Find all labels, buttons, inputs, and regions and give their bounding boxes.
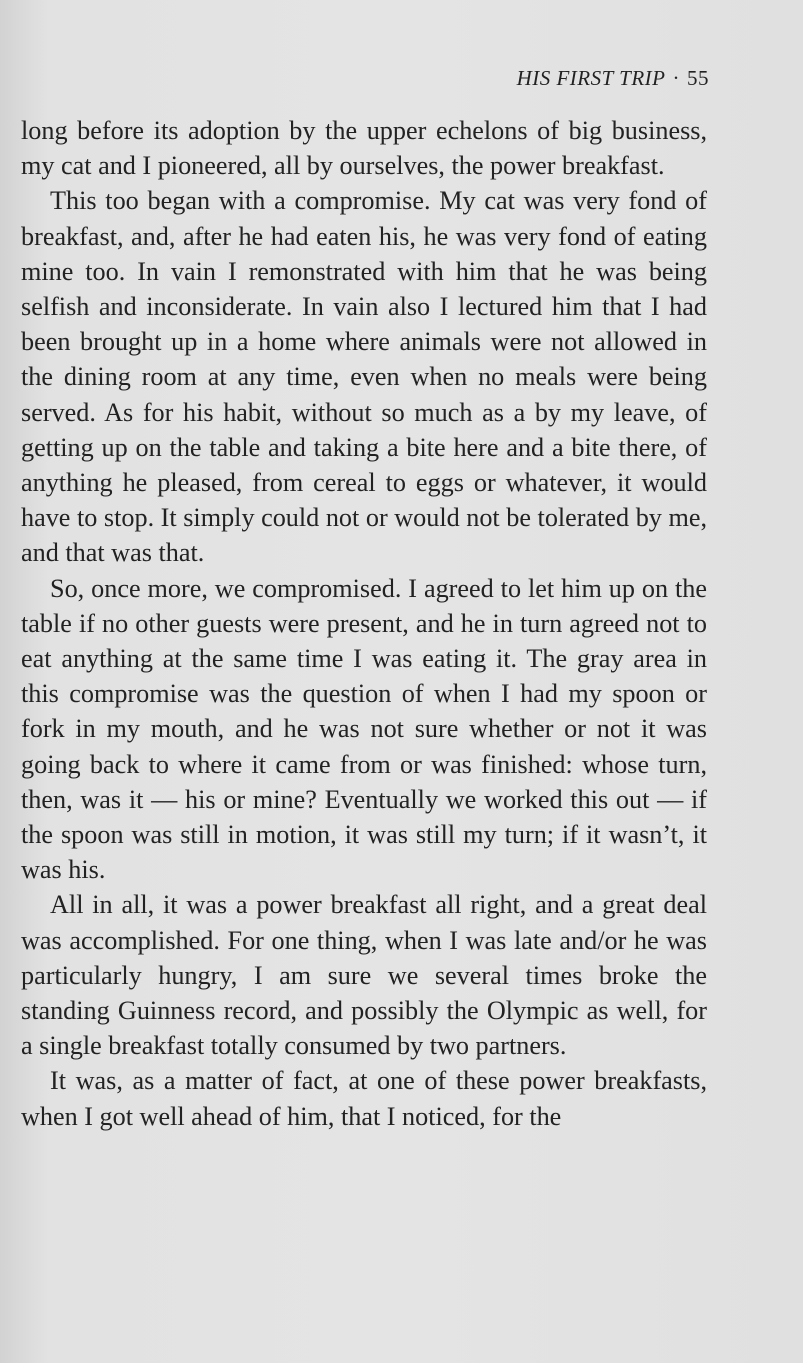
- paragraph: It was, as a matter of fact, at one of these power breakfasts, when I got well ahead of him, that I noticed, for the: [21, 1066, 707, 1131]
- page-number: 55: [687, 66, 709, 90]
- paragraph: This too began with a compromise. My cat was very fond of breakfast, and, after he had eaten his, he was very fond of eating mine too. In vain I remonstrated with him that he was being selfish and inconsiderate. In vain also I lectured him that I had been brought up in a home where animals were not allowed in the dining room at any time, even when no meals were being served. As for his habit, without so much as a by my leave, of getting up on the table and taking a bite here and a bite there, of anything he pleased, from cereal to eggs or whatever, it would have to stop. It simply could not or would not be tolerated by me, and that was that.: [21, 186, 707, 568]
- chapter-title: HIS FIRST TRIP: [516, 66, 666, 90]
- paragraph: So, once more, we compromised. I agreed to let him up on the table if no other guests were present, and he in turn agreed not to eat anything at the same time I was eating it. The gray area in this compromise was the question of when I had my spoon or fork in my mouth, and he was not sure whether or not it was going back to where it came from or was finished: whose turn, then, was it — his or mine? Eventually we worked this out — if the spoon was still in motion, it was still my turn; if it wasn’t, it was his.: [21, 573, 707, 885]
- running-head-separator: ·: [672, 66, 680, 90]
- paragraph-continued: long before its adoption by the upper echelons of big business, my cat and I pioneered, all by ourselves, the power breakfast.: [21, 116, 707, 181]
- body-text: [21, 113, 707, 1134]
- paragraph: All in all, it was a power breakfast all right, and a great deal was accomplished. For one thing, when I was late and/or he was particularly hungry, I am sure we several times broke the standing Guinness record, and possibly the Olympic as well, for a single breakfast totally consumed by two partners.: [21, 890, 707, 1061]
- running-head: [517, 66, 709, 91]
